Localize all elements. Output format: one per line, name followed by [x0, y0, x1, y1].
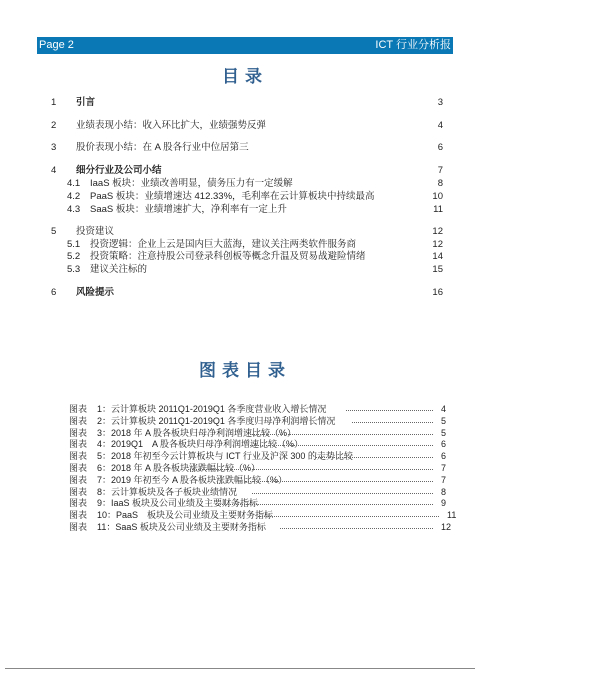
- dot-leader: [245, 474, 433, 482]
- toc-entry-number: 5: [51, 226, 57, 237]
- page-header: [37, 37, 453, 54]
- toc-entry-page: 14: [432, 251, 443, 262]
- toc-entry[interactable]: [0, 287, 460, 299]
- dot-leader: [280, 521, 433, 529]
- figure-page: 6: [441, 451, 447, 462]
- toc-entry[interactable]: [0, 204, 460, 216]
- toc-entry-text: 业绩表现小结：收入环比扩大，业绩强势反弹: [76, 120, 267, 131]
- figure-label: 图表: [69, 474, 88, 485]
- toc-entry-number: 5.3: [67, 264, 81, 275]
- figure-page: 8: [441, 486, 447, 497]
- dot-leader: [316, 450, 433, 458]
- toc-entry-number: 3: [51, 142, 57, 153]
- figure-label: 图表: [69, 439, 88, 450]
- toc-entry-page: 4: [437, 120, 443, 131]
- toc-entry[interactable]: [0, 226, 460, 238]
- toc-entry[interactable]: [0, 165, 460, 177]
- toc-entry-number: 4: [51, 165, 57, 176]
- figure-label: 图表: [69, 522, 88, 532]
- dot-leader: [250, 427, 433, 435]
- figure-page: 12: [441, 522, 452, 532]
- figure-entry[interactable]: [69, 403, 459, 415]
- toc-entry-page: 16: [432, 287, 443, 298]
- toc-entry-text: 风险提示: [76, 287, 115, 298]
- toc-entry-text: 细分行业及公司小结: [76, 165, 162, 176]
- figure-entry[interactable]: [69, 427, 459, 439]
- toc-entry-number: 5.2: [67, 251, 81, 262]
- figure-page: 11: [447, 510, 457, 521]
- dot-leader: [250, 438, 433, 446]
- toc-entry-page: 8: [437, 178, 443, 189]
- figure-entry[interactable]: [69, 486, 459, 498]
- figure-page: 4: [441, 404, 447, 414]
- toc-entry-page: 6: [437, 142, 443, 153]
- figure-entry[interactable]: [69, 497, 459, 509]
- dot-leader: [352, 415, 433, 423]
- toc-entry-number: 6: [51, 287, 57, 298]
- figure-list-title: 图表目录: [199, 361, 291, 381]
- figure-entry[interactable]: [69, 521, 459, 533]
- page-number: Page 2: [39, 39, 74, 51]
- figure-entry[interactable]: [69, 462, 459, 474]
- figure-entry[interactable]: [69, 509, 459, 521]
- figure-caption: 8：云计算板块及各子板块业绩情况: [97, 486, 238, 497]
- toc-entry-text: 投资策略：注意持股公司登录科创板等概念升温及贸易战避险情绪: [90, 251, 366, 262]
- figure-entry[interactable]: [69, 415, 459, 427]
- toc-entry[interactable]: [0, 97, 460, 109]
- toc-entry-text: SaaS 板块：业绩增速扩大，净利率有一定上升: [90, 204, 287, 215]
- figure-entry[interactable]: [69, 474, 459, 486]
- figure-entry[interactable]: [69, 438, 459, 450]
- footer-divider: [5, 668, 475, 669]
- toc-entry[interactable]: [0, 264, 460, 276]
- figure-label: 图表: [69, 451, 88, 462]
- toc-entry-number: 1: [51, 97, 57, 108]
- figure-caption: 9：IaaS 板块及公司业绩及主要财务指标: [97, 498, 259, 509]
- figure-label: 图表: [69, 415, 88, 426]
- toc-entry-number: 4.3: [67, 204, 81, 215]
- toc-entry[interactable]: [0, 251, 460, 263]
- dot-leader: [346, 403, 433, 411]
- figure-label: 图表: [69, 510, 88, 521]
- figure-label: 图表: [69, 498, 88, 509]
- toc-entry-text: 引言: [76, 97, 96, 108]
- toc-entry-text: IaaS 板块：业绩改善明显，债务压力有一定缓解: [90, 178, 293, 189]
- figure-page: 7: [441, 474, 447, 485]
- figure-caption: 10：PaaS 板块及公司业绩及主要财务指标: [97, 510, 274, 521]
- figure-caption: 11：SaaS 板块及公司业绩及主要财务指标: [97, 522, 266, 532]
- figure-page: 6: [441, 439, 447, 450]
- dot-leader: [252, 486, 433, 494]
- toc-entry-number: 4.1: [67, 178, 81, 189]
- figure-caption: 7：2019 年初至今 A 股各板块涨跌幅比较（%）: [97, 474, 288, 485]
- toc-entry-number: 4.2: [67, 191, 81, 202]
- figure-page: 5: [441, 427, 447, 438]
- toc-entry[interactable]: [0, 178, 460, 190]
- figure-label: 图表: [69, 427, 88, 438]
- toc-entry-number: 2: [51, 120, 57, 131]
- figure-page: 5: [441, 415, 447, 426]
- toc-entry[interactable]: [0, 191, 460, 203]
- toc-entry-page: 15: [432, 264, 443, 275]
- toc-entry-text: 建议关注标的: [90, 264, 148, 275]
- toc-entry[interactable]: [0, 120, 460, 132]
- dot-leader: [220, 497, 433, 505]
- toc-entry-text: 投资逻辑：企业上云是国内巨大蓝海，建议关注两类软件服务商: [90, 239, 357, 250]
- toc-entry[interactable]: [0, 239, 460, 251]
- toc-entry-text: 投资建议: [76, 226, 115, 237]
- figure-page: 9: [441, 498, 447, 509]
- figure-label: 图表: [69, 463, 88, 473]
- toc-entry-page: 3: [437, 97, 443, 108]
- toc-entry-number: 5.1: [67, 239, 81, 250]
- figure-caption: 2：云计算板块 2011Q1-2019Q1 各季度归母净利润增长情况: [97, 415, 336, 426]
- figure-caption: 3：2018 年 A 股各板块归母净利润增速比较（%）: [97, 427, 297, 438]
- figure-page: 7: [441, 463, 447, 473]
- figure-caption: 5：2018 年初至今云计算板块与 ICT 行业及沪深 300 的走势比较: [97, 451, 353, 462]
- figure-label: 图表: [69, 486, 88, 497]
- toc-entry-page: 10: [432, 191, 443, 202]
- toc-entry-text: 股价表现小结：在 A 股各行业中位居第三: [76, 142, 249, 153]
- dot-leader: [258, 509, 439, 517]
- toc-entry-page: 12: [432, 239, 443, 250]
- figure-label: 图表: [69, 404, 88, 414]
- toc-entry-page: 7: [437, 165, 443, 176]
- figure-caption: 1：云计算板块 2011Q1-2019Q1 各季度营业收入增长情况: [97, 404, 327, 414]
- report-title: ICT 行业分析报: [375, 39, 451, 51]
- figure-caption: 4：2019Q1 A 股各板块归母净利润增速比较（%）: [97, 439, 304, 450]
- toc-title: 目录: [222, 67, 268, 87]
- toc-entry-page: 12: [432, 226, 443, 237]
- figure-entry[interactable]: [69, 450, 459, 462]
- toc-entry-text: PaaS 板块：业绩增速达 412.33%，毛利率在云计算板块中持续最高: [90, 191, 375, 202]
- dot-leader: [188, 462, 433, 470]
- toc-entry-page: 11: [433, 204, 443, 215]
- figure-caption: 6：2018 年 A 股各板块涨跌幅比较（%）: [97, 463, 261, 473]
- toc-entry[interactable]: [0, 142, 460, 154]
